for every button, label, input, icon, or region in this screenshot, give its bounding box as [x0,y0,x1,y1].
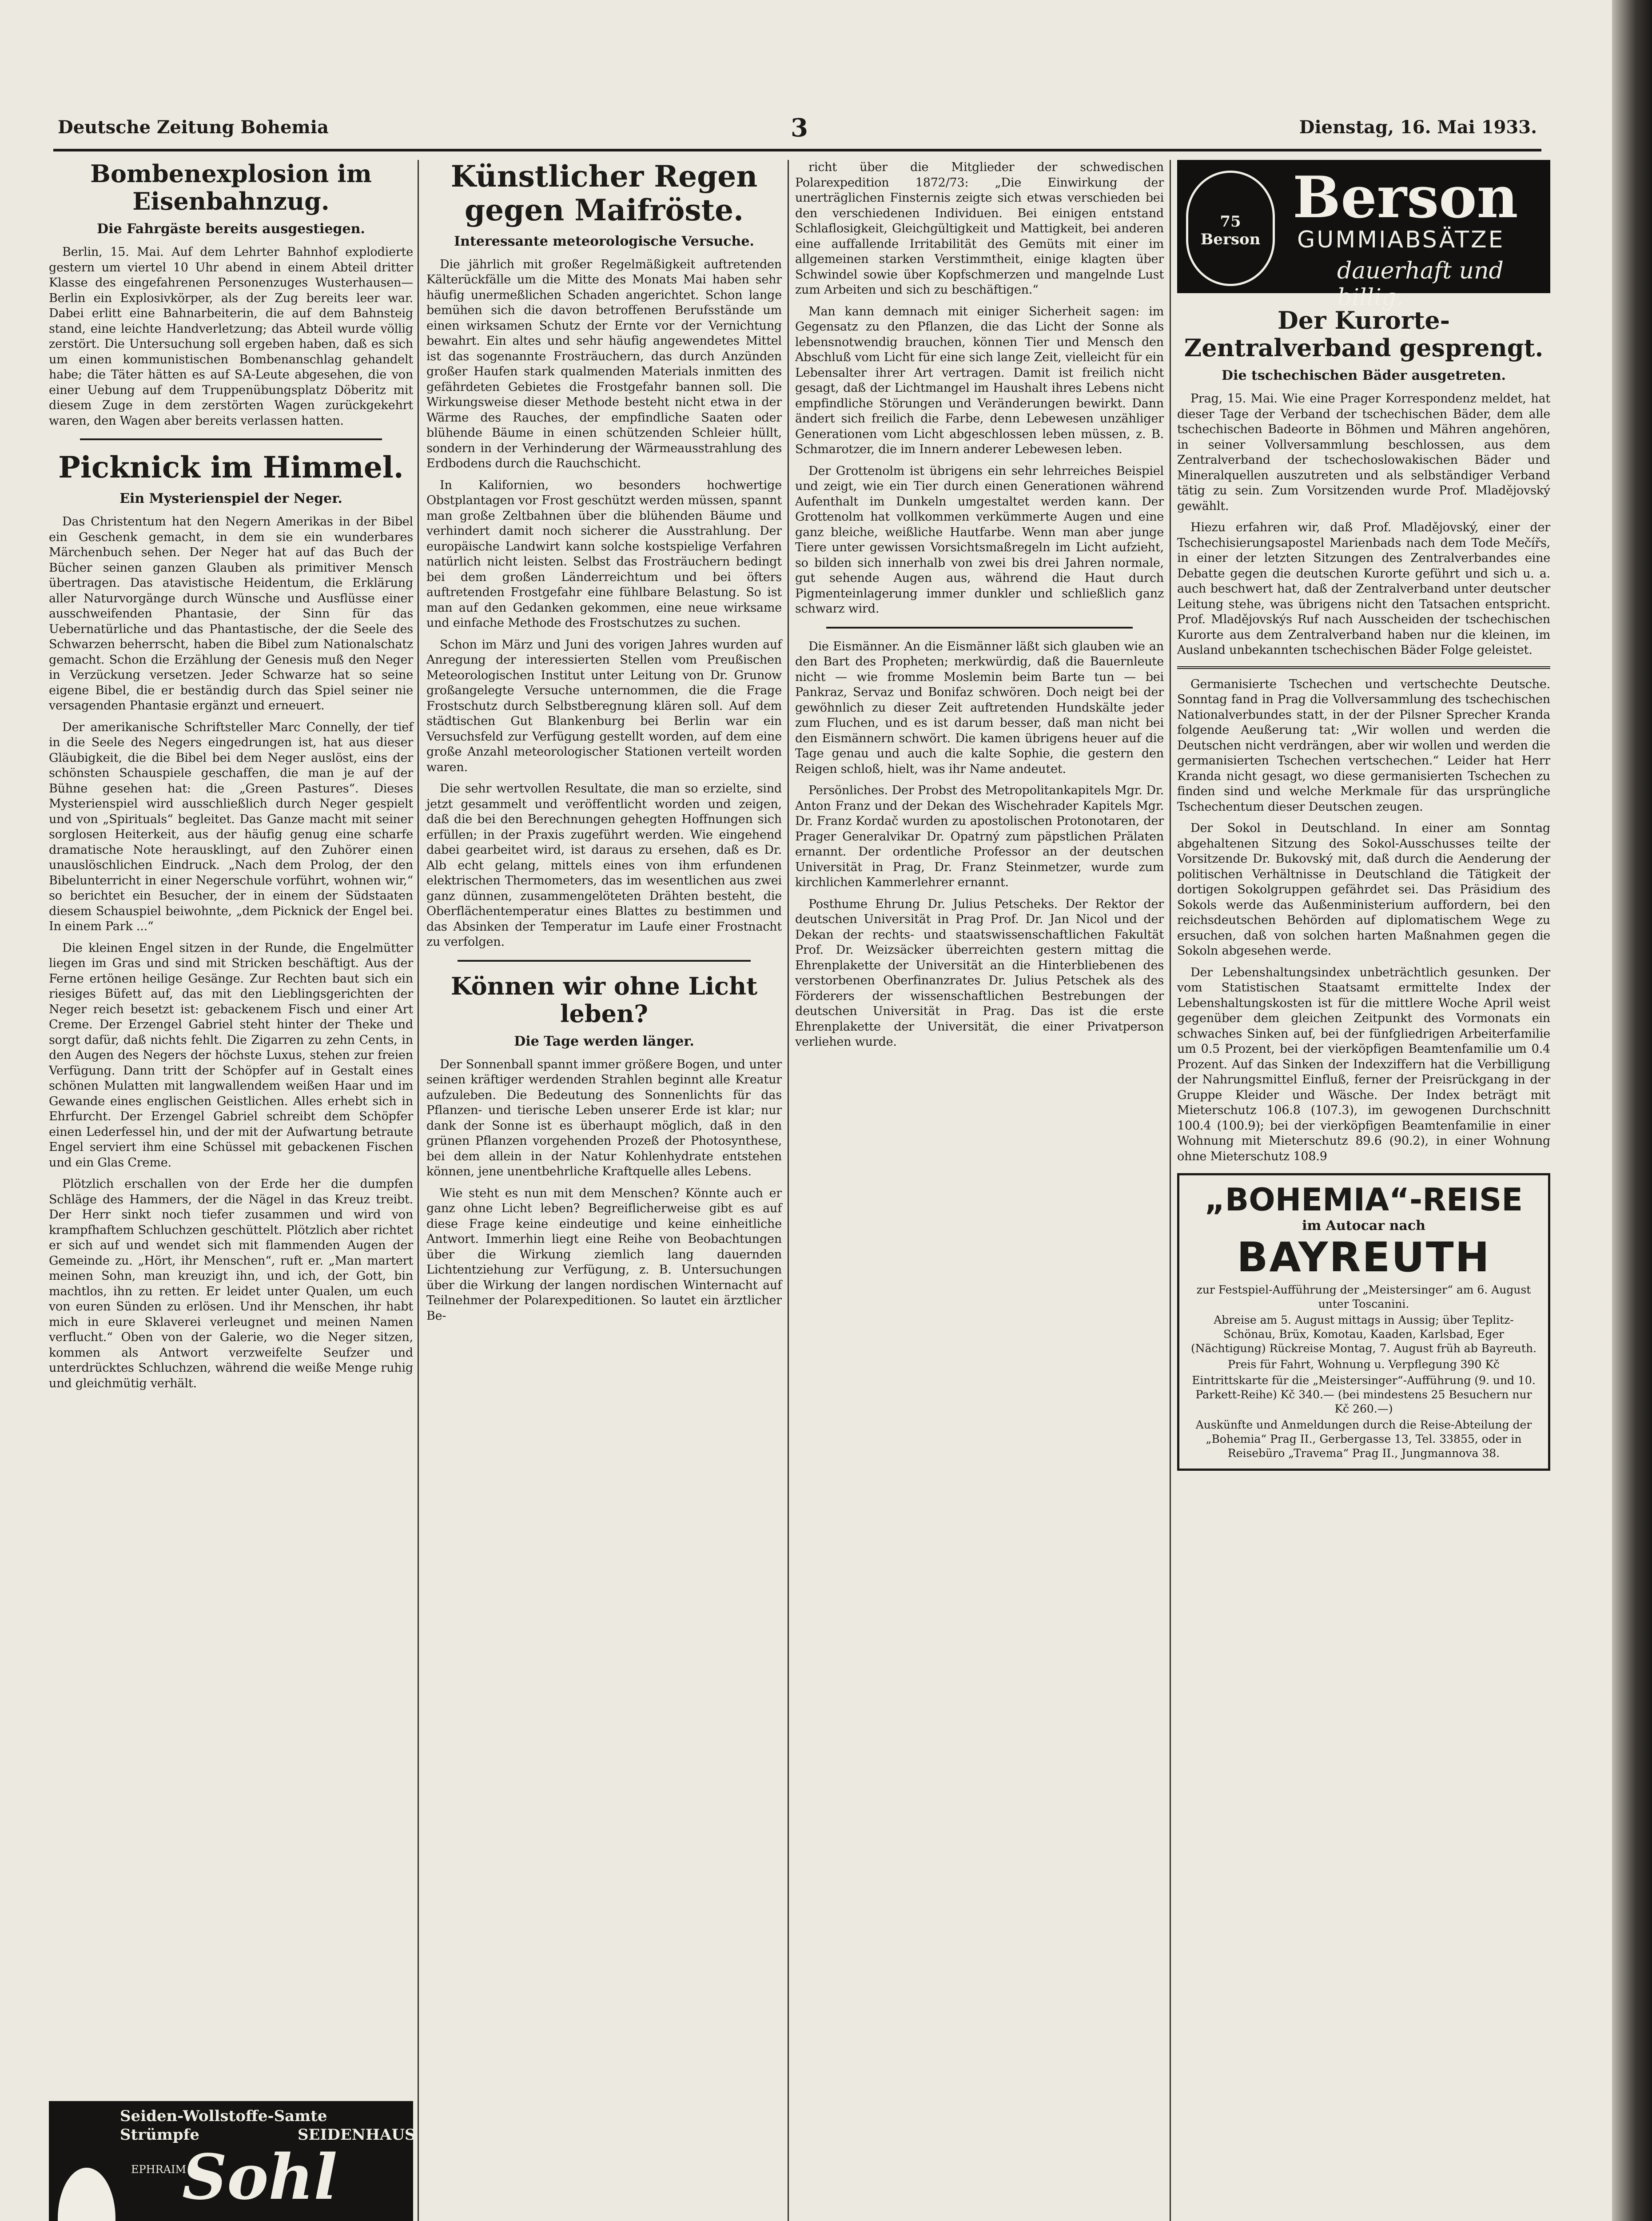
ad-brand: Sohl [182,2141,338,2214]
article-text: Die jährlich mit großer Regelmäßigkeit auftretenden Kälterückfälle um die Mitte des Monats Mai haben sehr häufig unermeßlichen Schaden angerichtet. Schon lange bemühen sich die davon betroffenen Berufsstände um einen wirksamen Schutz der Ernte vor der Vernichtung bewahrt. Ein altes und sehr häufig angewendetes Mittel ist das sogenannte Frosträuchern, das durch Anzünden großer Haufen stark qualmenden Materials inmitten des gefährdeten Gebietes die Frostgefahr bannen soll. Die Wirkungsweise dieser Methode besteht nicht etwa in der Wärme des Rauches, der empfindliche Saaten oder blühende Bäume in einen schützenden Schleier hüllt, sondern in der Verhinderung der Wärmeausstrahlung des Erdbodens durch die Rauchschicht. [426,257,782,471]
ad-text: zur Festspiel-Aufführung der „Meistersinger“ am 6. August unter Toscanini. [1196,1283,1531,1311]
article-text: Die kleinen Engel sitzen in der Runde, die Engelmütter liegen im Gras und sind mit Stricken beschäftigt. Aus der Ferne ertönen heilige Gesänge. Zur Rechten baut sich ein riesiges Büfett auf, das mit den Lieblingsgerichten der Neger reich besetzt ist: gebackenem Fisch und einer Art Creme. Der Erzengel Gabriel steht hinter der Theke und sorgt dafür, daß nichts fehlt. Die Zigarren zu zehn Cents, in den Augen des Negers der höchste Luxus, stehen zur freien Verfügung. Dann tritt der Schöpfer auf in Gestalt eines schönen Mulatten mit langwallendem weißen Haar und im Gewande eines englischen Geistlichen. Alles erhebt sich in Ehrfurcht. Der Erzengel Gabriel schreibt dem Schöpfer einen Lederfessel hin, und der mit der Aufwartung betraute Engel serviert ihm eine Schüssel mit gebackenen Fischen und ein Glas Creme. [49,941,413,1170]
paper-name: Deutsche Zeitung Bohemia [58,117,329,138]
article-subtitle: Die Tage werden länger. [514,1033,694,1049]
scan-edge [1612,0,1652,2221]
article-text: Man kann demnach mit einiger Sicherheit sagen: im Gegensatz zu den Pflanzen, die das Licht der Sonne als lebensnotwendig brauchen, können Tier und Mensch den Abschluß vom Licht für eine sich lange Zeit, vielleicht für ein Lebensalter ihrer Art vertragen. Damit ist freilich nicht gesagt, daß der Lichtmangel im Haushalt ihres Lebens nicht empfindliche Störungen und Veränderungen bewirkt. Dann ändert sich freilich die Farbe, denn Lebewesen unzähliger Generationen vom Licht abgeschlossen leben müssen, z. B. Schmarotzer, die im Innern anderer Lebewesen leben. [795,304,1164,456]
article-text: Das Christentum hat den Negern Amerikas in der Bibel ein Geschenk gemacht, in dem sie ein wunderbares Märchenbuch sehen. Der Neger hat auf das Buch der Bücher seinen ganzen Glauben als primitiver Mensch übertragen. Das atavistische Heidentum, die Erklärung aller Naturvorgänge durch Wünsche und Ausflüsse einer ausschweifenden Phantasie, der Sinn für das Uebernatürliche und das Phantastische, der die Seele des Schwarzen beherrscht, haben die Bibel zum Nationalschatz gemacht. Schon die Erzählung der Genesis muß den Neger in Verzückung versetzen. Jeder Schwarze hat so seine eigene Bibel, die er beständig durch das Spiel seiner nie versagenden Phantasie ergänzt und erneuert. [49,515,413,713]
article-text: Persönliches. Der Probst des Metropolitankapitels Mgr. Dr. Anton Franz und der Dekan des Wischehrader Kapitels Mgr. Dr. Franz Kordač wurden zu apostolischen Protonotaren, der Prager Generalvikar Dr. Opatrný zum päpstlichen Prälaten ernannt. Der ordentliche Professor an der deutschen Universität in Prag, Dr. Franz Steinmetzer, wurde zum kirchlichen Kammerlehrer ernannt. [795,784,1164,889]
ad-brand: Berson [1293,164,1518,231]
column-2 [426,160,782,1330]
column-1 [49,160,413,1397]
article-text: Hiezu erfahren wir, daß Prof. Mladějovský, einer der Tschechisierungsapostel Marienbads nach dem Tode Mečířs, in einer der letzten Sitzungen des Zentralverbandes eine Debatte gegen die deutschen Kurorte geführt und sich u. a. auch beschwert hat, daß der Zentralverband unter deutscher Leitung stehe, was übrigens nicht den Tatsachen entspricht. Prof. Mladějovskýs Ruf nach Ausscheiden der tschechischen Kurorte aus dem Zentralverband haben nur die kleinen, im Ausland unbekannten tschechischen Bäder Folge geleistet. [1177,521,1550,657]
badge-text: 75 Berson [1200,213,1261,248]
article-title: Bombenexplosion im Eisenbahnzug. [90,159,372,216]
article-text: Prag, 15. Mai. Wie eine Prager Korrespondenz meldet, hat dieser Tage der Verband der tschechischen Bäder, dem alle tschechischen Badeorte in Böhmen und Mähren angehören, in seiner Vollversammlung beschlossen, aus dem Zentralverband der tschechoslowakischen Bäder und Mineralquellen auszutreten und als selbständiger Verband tätig zu sein. Zum Vorsitzenden wurde Prof. Mladějovský gewählt. [1177,392,1550,513]
ad-text: SEIDENHAUS [298,2126,416,2144]
berson-badge-icon [1186,171,1275,286]
article-text: In Kalifornien, wo besonders hochwertige Obstplantagen vor Frost geschützt werden müssen, spannt man große Zeltbahnen über die blühenden Bäume und verhindert damit noch sicherer die Ausstrahlung. Der europäische Landwirt kann solche kostspielige Verfahren natürlich nicht leisten. Selbst das Frosträuchern bedingt bei dem großen Länderreichtum und bei öfters auftretenden Frostgefahr eine fühlbare Belastung. So ist man auf den Gedanken gekommen, eine neue wirksame und einfache Methode des Frostschutzes zu suchen. [426,478,782,630]
article-title: Der Kurorte-Zentralverband gesprengt. [1184,306,1544,362]
ad-text: Eintrittskarte für die „Meistersinger“-Aufführung (9. und 10. Parkett-Reihe) Kč 340.— (bei mindestens 25 Besuchern nur Kč 260.—) [1192,1374,1536,1416]
article-subtitle: Die Fahrgäste bereits ausgestiegen. [97,221,365,237]
page-header [53,113,1541,151]
article-text: Die Eismänner. An die Eismänner läßt sich glauben wie an den Bart des Propheten; merkwürdig, daß die Bauernleute nicht — wie fromme Moslemin beim Barte tun — bei Pankraz, Servaz und Bonifaz schwören. Doch neigt bei der gewöhnlich zu dieser Zeit auftretenden Hundskälte jeder zum Fluchen, und es ist darum besser, daß man nicht bei den Eismännern schwört. Die kamen übrigens heuer auf die Tage genau und auch die kalte Sophie, die gestern den Reigen schloß, hielt, was ihr Name andeutet. [795,639,1164,776]
article-text: Posthume Ehrung Dr. Julius Petscheks. Der Rektor der deutschen Universität in Prag Prof. Dr. Jan Nicol und der Dekan der rechts- und staatswissenschaftlichen Fakultät Prof. Dr. Weizsäcker überreichten gestern mittag die Ehrenplakette der Universität an die Hinterbliebenen des verstorbenen Oberfinanzrates Dr. Julius Petschek als des Förderers der wissenschaftlichen Bestrebungen der deutschen Universität in Prag. Das ist die erste Ehrenplakette der Universität, die einer Privatperson verliehen wurde. [795,897,1164,1049]
column-4 [1177,160,1550,1471]
advertisement-bohemia-reise [1177,1173,1550,1471]
ad-text: Auskünfte und Anmeldungen durch die Reise-Abteilung der „Bohemia“ Prag II., Gerbergasse 13, Tel. 33855, oder in Reisebüro „Travema“ Prag II., Jungmannova 38. [1195,1418,1532,1460]
divider [80,438,382,440]
article-subtitle: Interessante meteorologische Versuche. [454,233,754,249]
article-text: Der Lebenshaltungsindex unbeträchtlich gesunken. Der vom Statistischen Staatsamt ermittelte Index der Lebenshaltungskosten ist für die mittlere Woche April weist gegenüber dem gleichen Zeitpunkt des Vormonats ein schwaches Sinken auf, bei der fünfgliedrigen Arbeiterfamilie um 0.5 Prozent, bei der vierköpfigen Beamtenfamilie um 0.4 Prozent. Auf das Sinken der Indexziffern hat die Verbilligung der Nahrungsmittel Einfluß, ferner der Preisrückgang in der Gruppe Kleider und Wäsche. Der Index beträgt mit Mieterschutz 106.8 (107.3), im gewogenen Durchschnitt 100.4 (100.9); bei der vierköpfigen Beamtenfamilie in einer Wohnung mit Mieterschutz 89.6 (90.2), in einer Wohnung ohne Mieterschutz 108.9 [1177,965,1550,1163]
divider [826,627,1133,629]
article-text: Der Sonnenball spannt immer größere Bogen, und unter seinen kräftiger werdenden Strahlen beginnt alle Kreatur aufzuleben. Die Bedeutung des Sonnenlichts für das Pflanzen- und tierische Leben unserer Erde ist klar; nur dank der Sonne ist es überhaupt möglich, daß in den grünen Pflanzen vorgehenden Prozeß der Photosynthese, bei dem allein in der Natur Kohlenhydrate entstehen können, jene unentbehrliche Kraftquelle alles Lebens. [426,1057,782,1179]
column-rule [788,160,789,2221]
ad-text: EPHRAIM [131,2163,187,2176]
article-subtitle: Ein Mysterienspiel der Neger. [119,491,342,507]
ad-title: „BOHEMIA“-REISE [1204,1182,1523,1218]
column-rule [1170,160,1171,2221]
column-3 [795,160,1164,1056]
article-text: Berlin, 15. Mai. Auf dem Lehrter Bahnhof explodierte gestern um viertel 10 Uhr abend in einem Abteil dritter Klasse des eingefahrenen Personenzuges Wusterhausen—Berlin ein Explosivkörper, als der Zug bereits leer war. Dabei erlitt eine Bahnarbeiterin, die auf dem Bahnsteig stand, eine leichte Handverletzung; das Abteil wurde völlig zerstört. Die Untersuchung soll ergeben haben, daß es sich um einen kommunistischen Bombenanschlag gehandelt habe; die Täter hätten es auf SA-Leute abgesehen, die von einer Uebung auf dem Truppenübungsplatz Döberitz mit diesem Zuge in dem zerstörten Wagen zurückgekehrt waren, den Wagen aber bereits verlassen hatten. [49,245,413,428]
advertisement-sohl [49,2101,416,2221]
ad-subtitle: im Autocar nach [1302,1218,1425,1234]
page-number: 3 [791,113,808,143]
column-rule [418,160,419,2221]
advertisement-berson [1177,160,1550,311]
article-text: Germanisierte Tschechen und vertschechte Deutsche. Sonntag fand in Prag die Vollversammlung des tschechischen Nationalverbundes statt, in der der Pilsner Sprecher Kranda folgende Aeußerung tat: „Wir wollen und werden die Deutschen nicht verdrängen, aber wir wollen und werden die germanisierten Tschechen vertschechen.“ Leider hat Herr Kranda nicht gesagt, wo diese germanisierten Tschechen zu finden sind und welche Merkmale für das ursprüngliche Tschechentum dieser Deutschen zeugen. [1177,677,1550,814]
ad-text: Abreise am 5. August mittags in Aussig; über Teplitz-Schönau, Brüx, Komotau, Kaaden, Karlsbad, Eger (Nächtigung) Rückreise Montag, 7. August früh ab Bayreuth. [1190,1313,1537,1355]
divider [458,960,751,962]
ad-text: Preis für Fahrt, Wohnung u. Verpflegung 390 Kč [1227,1358,1500,1371]
divider [1177,666,1550,669]
article-text: Der Grottenolm ist übrigens ein sehr lehrreiches Beispiel und zeigt, wie ein Tier durch einen Generationen während Aufenthalt im Dunkeln umgestaltet werden kann. Der Grottenolm hat vollkommen verkümmerte Augen und eine ganz bleiche, weißliche Hautfarbe. Wenn man aber junge Tiere unter gewissen Vorsichtsmaßregeln im Licht aufzieht, so bilden sich innerhalb von zwei bis drei Jahren normale, gut sehende Augen aus, während die Haut durch Pigmenteinlagerung immer dunkler und schließlich ganz schwarz wird. [795,464,1164,616]
article-text: Plötzlich erschallen von der Erde her die dumpfen Schläge des Hammers, der die Nägel in das Kreuz treibt. Der Herr sinkt noch tiefer zusammen und wird von krampfhaftem Schluchzen geschüttelt. Plötzlich aber richtet er sich auf und wendet sich mit flammenden Augen der Gemeinde zu. „Hört, ihr Menschen“, ruft er. „Man martert meinen Sohn, man kreuzigt ihn, und ich, der Gott, bin machtlos, ihn zu retten. Er leidet unter Qualen, um euch von euren Sünden zu erlösen. Und ihr Menschen, ihr habt mich in eure Sklaverei verleugnet und meinen Namen verflucht.“ Oben von der Galerie, wo die Neger sitzen, kommen als Antwort verzweifelte Seufzer und unterdrücktes Schluchzen, während die weiße Menge ruhig und gleichmütig verhält. [49,1177,413,1390]
issue-date: Dienstag, 16. Mai 1933. [1299,117,1537,138]
ad-product: GUMMIABSÄTZE [1297,227,1505,253]
article-subtitle: Die tschechischen Bäder ausgetreten. [1222,368,1506,384]
ad-city: BAYREUTH [1237,1234,1491,1282]
sohl-logo-icon [58,2168,115,2221]
article-title: Künstlicher Regen gegen Maifröste. [450,159,758,227]
article-text: Wie steht es nun mit dem Menschen? Könnte auch er ganz ohne Licht leben? Begreiflicherweise gibt es auf diese Frage keine eindeutige und keine einheitliche Antwort. Immerhin liegt eine Reihe von Beobachtungen über die Wirkung ziemlich lang dauernden Lichtentziehung zur Verfügung, z. B. Untersuchungen über die Wirkung der langen nordischen Winternacht auf Teilnehmer der Polarexpeditionen. So lautet ein ärztlicher Be- [426,1186,782,1323]
article-text: Die sehr wertvollen Resultate, die man so erzielte, sind jetzt gesammelt und veröffentlicht worden und zeigen, daß die bei den Berechnungen gehegten Hoffnungen sich erfüllen; in der Praxis zugeführt werden. Wie eingehend dabei gearbeitet wird, ist daraus zu ersehen, daß es Dr. Alb echt gelang, mittels eines von ihm erfundenen elektrischen Thermometers, das im wesentlichen aus zwei ganz dünnen, zusammengelöteten Drähten besteht, die Oberflächentemperatur eines Blattes zu bestimmen und das Absinken der Temperatur im Laufe einer Frostnacht zu verfolgen. [426,782,782,949]
article-text: Der Sokol in Deutschland. In einer am Sonntag abgehaltenen Sitzung des Sokol-Ausschusses teilte der Vorsitzende Dr. Bukovský mit, daß durch die Aenderung der politischen Verhältnisse in Deutschland die Tätigkeit der dortigen Sokolgruppen gefährdet sei. Das Präsidium des Sokols werde das Außenministerium auffordern, bei den reichsdeutschen Behörden auf diplomatischem Wege zu ersuchen, daß von solchen harten Maßnahmen gegen die Sokoln abgesehen werde. [1177,821,1550,958]
article-title: Können wir ohne Licht leben? [450,971,758,1028]
ad-slogan: dauerhaft und billig. [1337,258,1504,311]
ad-text: Strümpfe [120,2126,199,2144]
article-text: Schon im März und Juni des vorigen Jahres wurden auf Anregung der interessierten Stellen vom Preußischen Meteorologischen Institut unter Leitung von Dr. Grunow großangelegte Versuche unternommen, die die Frage Frostschutz durch Selbstberegnung klären soll. Auf dem städtischen Gut Blankenburg bei Berlin war ein Versuchsfeld zur Verfügung gestellt worden, auf dem eine große Anzahl meteorologischer Stationen verteilt worden waren. [426,637,782,774]
article-title: Picknick im Himmel. [58,450,404,485]
article-text: Der amerikanische Schriftsteller Marc Connelly, der tief in die Seele des Negers eingedrungen ist, hat aus dieser Gläubigkeit, die die Bibel bei dem Neger auslöst, eins der schönsten Schauspiele geschaffen, die man je auf der Bühne gesehen hat: die „Green Pastures“. Dieses Mysterienspiel wird ausschließlich durch Neger gespielt und von „Spirituals“ begleitet. Das Ganze macht mit seiner sorglosen Heiterkeit, aus der häufig genug eine scharfe dramatische Note herausklingt, auf den Zuhörer einen unauslöschlichen Eindruck. „Nach dem Prolog, der den Bibelunterricht in einer Negerschule vorführt, wohnen wir,“ so berichtet ein Besucher, der in einem der Südstaaten diesem Schauspiel beiwohnte, „dem Picknick der Engel bei. In einem Park ...“ [49,720,413,934]
article-text: richt über die Mitglieder der schwedischen Polarexpedition 1872/73: „Die Einwirkung der unerträglichen Finsternis zeigte sich etwas verschieden bei den verschiedenen Individuen. Bei einigen entstand Schlaflosigkeit, Gleichgültigkeit und Mattigkeit, bei anderen eine auffallende Irritabilität des Gemüts mit einer im allgemeinen starken Verstimmtheit, einige klagten über Schwindel sowie über Kopfschmerzen und mangelnde Lust zum Arbeiten und sich zu beschäftigen.“ [795,160,1164,297]
ad-text: Seiden-Wollstoffe-Samte [120,2107,327,2125]
